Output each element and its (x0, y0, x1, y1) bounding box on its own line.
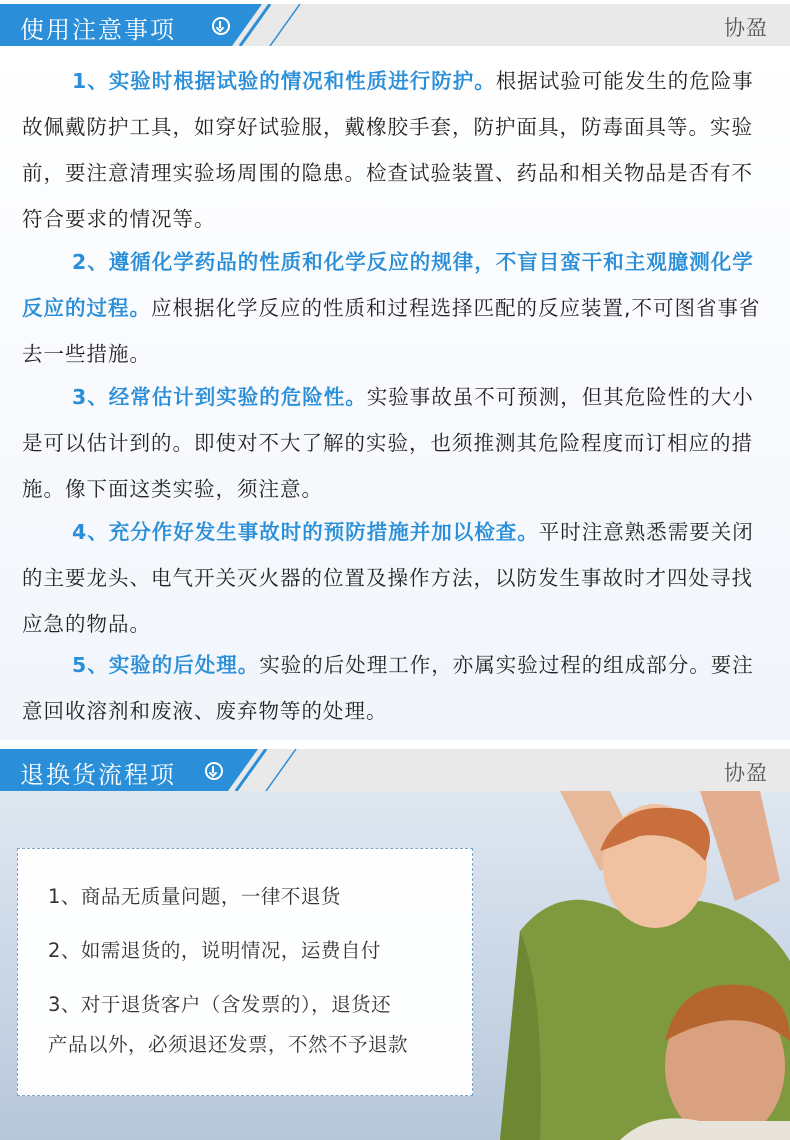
notice-item-heading: 3、经常估计到实验的危险性。 (72, 385, 367, 409)
notice-item-heading: 2、遵循化学药品的性质和化学反应的规律，不盲目蛮干和主观臆测化学反应的过程。 (22, 250, 754, 320)
notice-item-heading: 5、实验的后处理。 (72, 653, 260, 677)
info-down-icon (205, 762, 223, 780)
return-policy-line: 2、如需退货的，说明情况，运费自付 (48, 939, 381, 962)
notice-item-body: 实验的后处理工作，亦属实验过程的组成部分。要注意回收溶剂和废液、废弃物等的处理。 (22, 653, 754, 723)
return-policy-line: 1、商品无质量问题，一律不退货 (48, 885, 341, 908)
brand-label: 协盈 (724, 16, 768, 40)
notice-item (22, 642, 774, 734)
notice-item (22, 239, 774, 377)
return-policy-line: 3、对于退货客户（含发票的），退货还 (48, 993, 392, 1016)
notice-item-body: 平时注意熟悉需要关闭的主要龙头、电气开关灭火器的位置及操作方法，以防发生事故时才四处寻找应急的物品。 (22, 520, 754, 636)
section-title: 使用注意事项 (20, 16, 176, 44)
notice-content (0, 46, 790, 740)
notice-item (22, 374, 774, 512)
notice-item-heading: 4、充分作好发生事故时的预防措施并加以检查。 (72, 520, 539, 544)
notice-item-heading: 1、实验时根据试验的情况和性质进行防护。 (72, 69, 496, 93)
return-policy-line: 产品以外，必须退还发票，不然不予退款 (48, 1033, 409, 1056)
notice-item-body: 实验事故虽不可预测，但其危险性的大小是可以估计到的。即使对不大了解的实验，也须推测其危险程度而订相应的措施。像下面这类实验，须注意。 (22, 385, 754, 501)
notice-item (22, 509, 774, 647)
section-header-notice (0, 4, 790, 46)
notice-item (22, 58, 774, 242)
notice-item-body: 应根据化学反应的性质和过程选择匹配的反应装置,不可图省事省去一些措施。 (22, 296, 761, 366)
section-header-return (0, 749, 790, 791)
notice-item-body: 根据试验可能发生的危险事故佩戴防护工具，如穿好试验服，戴橡胶手套，防护面具，防毒面具等。实验前，要注意清理实验场周围的隐患。检查试验装置、药品和相关物品是否有不符合要求的情况等。 (22, 69, 754, 231)
section-title: 退换货流程项 (20, 761, 176, 789)
brand-label: 协盈 (724, 761, 768, 785)
return-policy-box (17, 848, 473, 1096)
info-down-icon (212, 17, 230, 35)
